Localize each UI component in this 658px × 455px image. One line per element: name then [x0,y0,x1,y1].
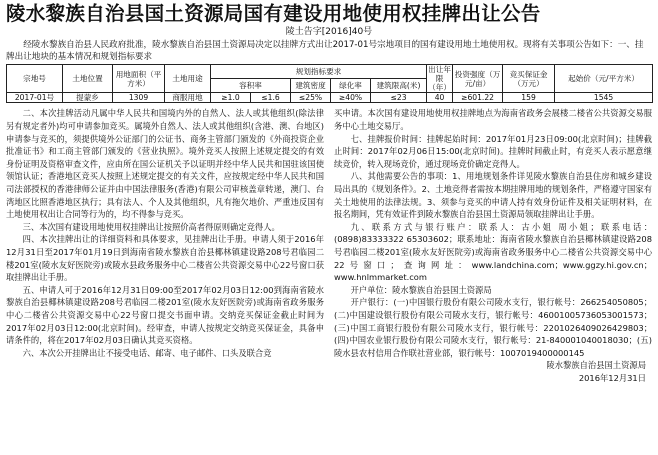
signer: 陵水黎族自治县国土资源局 [546,360,646,371]
header-invest: 投资强度（万元/亩） [453,65,503,93]
header-area: 用地面积（平方米） [113,65,165,93]
cell-green: ≥40% [331,93,371,103]
land-info-table [6,64,653,103]
header-use: 土地用途 [165,65,211,93]
cell-density: ≤25% [291,93,331,103]
bank-account-list: 开户银行：(一)中国银行股份有限公司陵水支行，银行帐号：266254050805；(二)中国建设银行股份有限公司陵水支行，银行帐号：46001005736053001573；(三)中国工商银行股份有限公司陵水支行，银行帐号：2201026409026429803；(四)中国农业银行股份有限公司陵水支行，银行帐号：21-840001040018030；(五)陵水县农村信用合作联社营业部，银行帐号：1007019400000145 [334,297,652,358]
header-start-unit: 起始价（元/平方米） [555,65,653,93]
header-parcel-no: 宗地号 [7,65,63,93]
cell-invest: ≥601.22 [453,93,503,103]
header-term: 出让年限（年） [428,65,451,93]
document-number: 陵土告字[2016]40号 [285,27,373,37]
cell-start-unit: 1545 [555,93,653,103]
cell-location: 提蒙乡 [63,93,113,103]
cell-far-max: ≤1.6 [251,93,291,103]
table-row [7,93,653,103]
header-far: 容积率 [211,79,291,93]
left-column [6,107,324,384]
intro-paragraph: 经陵水黎族自治县人民政府批准，陵水黎族自治县国土资源局决定以挂牌方式出让2017-01号宗地项目的国有建设用地土地使用权。现将有关事项公告如下：一、挂牌出让地块的基本情况和规划指标要求 [6,40,644,63]
body-columns [6,107,652,384]
cell-deposit: 159 [503,93,555,103]
section-5-paragraph: 五、申请人可于2016年12月31日09:00至2017年02月03日12:00到海南省陵水黎族自治县椰林镇建设路208号君临园二楼201室(陵水友好医院旁)或海南省政务服务中心二楼省公共资源交易中心22号窗口提交书面申请。交纳竞买保证金截止时间为2017年02月03日12:00(北京时间)。经审查，申请人按规定交纳竞买保证金，具备申请条件的，将在2017年02月03日确认其竞买资格。 [6,284,324,346]
page-title: 陵水黎族自治县国土资源局国有建设用地使用权挂牌出让公告 [6,2,541,25]
section-4-paragraph: 四、本次挂牌出让的详细资料和具体要求，见挂牌出让手册。申请人须于2016年12月31日至2017年01月19日到海南省陵水黎族自治县椰林镇建设路208号君临园二楼201室(陵水友好医院旁)或陵水县政务服务中心二楼省公共资源交易中心22号窗口获取挂牌出让手册。 [6,234,324,283]
cell-area: 1309 [113,93,165,103]
section-2-paragraph: 二、本次挂牌活动凡属中华人民共和国境内外的自然人、法人或其他组织(除法律另有规定者外)均可申请参加竞买。属境外自然人、法人或其他组织(含港、澳、台地区)申请参与竞买的，须提供境外公证部门的公证书、商务主管部门颁发的《外商投资企业批准证书》和工商主管部门颁发的《营业执照》。境外竞买人按照上述规定提交的有效身份证明及资格审查文件，应由所在国公证机关予以证明并经中华人民共和国驻该国使领馆认证；香港地区竞买人按照上述规定提交的有关文件，应按规定经中华人民共和国司法部授权的香港律师公证并由中国法律服务(香港)有限公司审核盖章转递，澳门、台湾地区比照香港地区执行；具有法人、个人及其他组织，凡有拖欠地价、严重违反国有土地使用权出让合同等行为的，均不得参与竞买。 [6,108,324,220]
header-deposit: 竞买保证金（万元） [503,65,555,93]
header-height: 建筑限高(米) [371,79,427,93]
section-3-paragraph: 三、本次国有建设用地使用权挂牌出让按照价高者得原则确定竞得人。 [22,221,280,232]
section-7-paragraph: 七、挂牌报价时间：挂牌起始时间：2017年01月23日09:00(北京时间)；挂牌截止时间：2017年02月06日15:00(北京时间)。挂牌时间截止时，有竞买人表示愿意继续竞价，转入现场竞价，通过现场竞价确定竞得人。 [334,133,652,169]
section-8-paragraph: 八、其他需要公告的事项：1、用地规划条件详见陵水黎族自治县住房和城乡建设局出具的《规划条件》。2、土地竞得者需按本期挂牌用地的规划条件，严格遵守国家有关土地使用的法律法规。3、须参与竞买的申请人持有效身份证件及相关证明材料，在报名期间，凭有效证件到陵水黎族自治县国土资源局领取挂牌出让手册。 [334,171,652,220]
table-header-row [7,65,653,79]
sign-date: 2016年12月31日 [578,372,646,383]
cell-height: ≤23 [371,93,427,103]
section-6-continued: 买申请。本次国有建设用地使用权挂牌地点为海南省政务会展楼二楼省公共资源交易服务中心土地交易厅。 [334,108,652,131]
intro-section [6,39,652,63]
header-green: 绿化率 [331,79,371,93]
cell-term: 40 [427,93,453,103]
header-planning: 规划指标要求 [211,65,427,79]
cell-far-min: ≥1.0 [211,93,251,103]
right-column [334,107,652,384]
bank-account-title: 开户单位：陵水黎族自治县国土资源局 [350,284,492,295]
section-6-paragraph: 六、本次公开挂牌出让不接受电话、邮寄、电子邮件、口头及联合竞 [22,347,272,358]
cell-use: 商服用地 [165,93,211,103]
header-location: 土地位置 [63,65,113,93]
section-9-paragraph: 九、联系方式与银行账户：联系人：古小姐 周小姐；联系电话：(0898)83333322 65303602；联系地址：海南省陵水黎族自治县椰林镇建设路208号君临园二楼201室(陵水友好医院旁)或海南省政务服务中心二楼省公共资源交易中心22号窗口；查询网址：www.landchina.com；www.ggzy.hi.gov.cn；www.hnlmmarket.com [334,221,652,283]
header-density: 建筑密度 [291,79,331,93]
cell-parcel-no: 2017-01号 [7,93,63,103]
